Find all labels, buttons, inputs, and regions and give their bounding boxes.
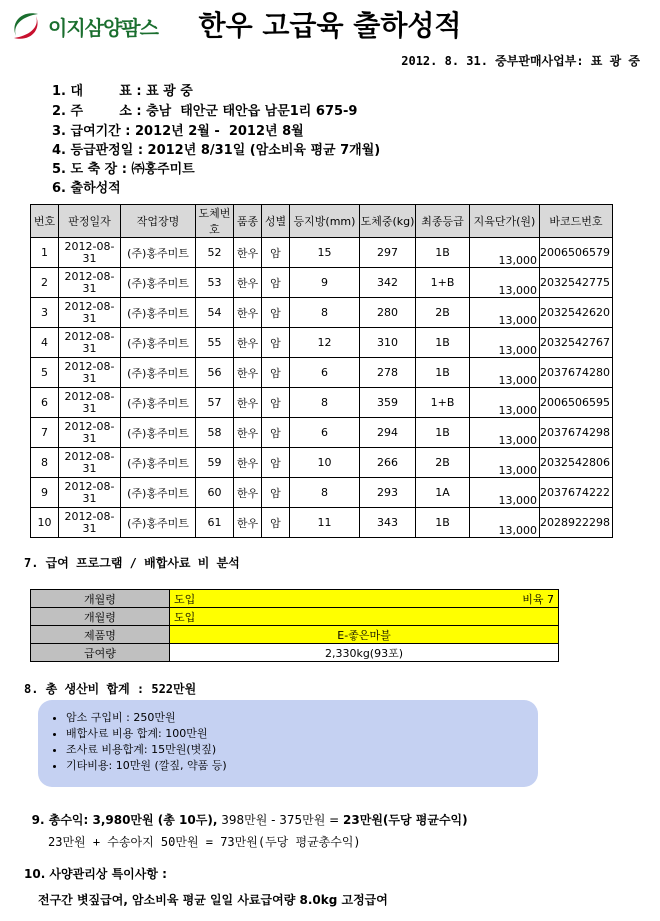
unit-price-cell: 13,000: [470, 298, 540, 328]
carcass-number-cell: 59: [196, 448, 234, 478]
workplace-name-cell: (주)홍주미트: [121, 448, 196, 478]
column-header: 지육단가(원): [470, 205, 540, 238]
carcass-weight-kg-cell: 266: [360, 448, 416, 478]
revenue-detail: 23만원 + 수송아지 50만원 = 73만원(두당 평균총수익): [48, 835, 361, 849]
grading-date-cell: 2012-08-31: [59, 508, 121, 538]
revenue-avg-text: 23만원(두당 평균수익): [343, 813, 468, 827]
feed-label: 개월령: [31, 608, 170, 626]
feed-value: [170, 590, 559, 608]
cost-item: • 조사료 비용합계: 15만원(볏짚): [66, 742, 538, 758]
feed-label: 제품명: [31, 626, 170, 644]
grading-date-cell: 2012-08-31: [59, 448, 121, 478]
grading-date-cell: 2012-08-31: [59, 478, 121, 508]
table-row: [31, 626, 559, 644]
breed-cell: 한우: [234, 358, 262, 388]
table-header-row: [31, 205, 613, 238]
report-date-author: 2012. 8. 31. 중부판매사업부: 표 광 중: [401, 54, 640, 68]
backfat-mm-cell: 9: [290, 268, 360, 298]
revenue-calc-text: 398만원 - 375만원 =: [217, 813, 344, 827]
carcass-number-cell: 58: [196, 418, 234, 448]
column-header: 등지방(mm): [290, 205, 360, 238]
final-grade-cell: 1B: [416, 328, 470, 358]
final-grade-cell: 2B: [416, 298, 470, 328]
table-row: [31, 478, 613, 508]
row-number-cell: 2: [31, 268, 59, 298]
row-number-cell: 7: [31, 418, 59, 448]
barcode-number-cell: 2037674222: [540, 478, 613, 508]
row-number-cell: 3: [31, 298, 59, 328]
breed-cell: 한우: [234, 238, 262, 268]
sex-cell: 암: [262, 268, 290, 298]
sex-cell: 암: [262, 418, 290, 448]
column-header: 도체번호: [196, 205, 234, 238]
info-address: 2. 주 소 : 충남 태안군 태안읍 남문1리 675-9: [52, 104, 358, 119]
table-row: [31, 448, 613, 478]
carcass-number-cell: 52: [196, 238, 234, 268]
carcass-weight-kg-cell: 280: [360, 298, 416, 328]
breed-cell: 한우: [234, 508, 262, 538]
workplace-name-cell: (주)홍주미트: [121, 298, 196, 328]
unit-price-cell: 13,000: [470, 478, 540, 508]
table-row: [31, 590, 559, 608]
backfat-mm-cell: 6: [290, 418, 360, 448]
carcass-number-cell: 56: [196, 358, 234, 388]
info-representative: 1. 대 표 : 표 광 중: [52, 84, 193, 99]
column-header: 판정일자: [59, 205, 121, 238]
unit-price-cell: 13,000: [470, 388, 540, 418]
grading-date-cell: 2012-08-31: [59, 418, 121, 448]
row-number-cell: 8: [31, 448, 59, 478]
final-grade-cell: 1A: [416, 478, 470, 508]
carcass-number-cell: 54: [196, 298, 234, 328]
breed-cell: 한우: [234, 328, 262, 358]
table-row: [31, 238, 613, 268]
carcass-weight-kg-cell: 297: [360, 238, 416, 268]
backfat-mm-cell: 12: [290, 328, 360, 358]
barcode-number-cell: 2037674298: [540, 418, 613, 448]
unit-price-cell: 13,000: [470, 448, 540, 478]
unit-price-cell: 13,000: [470, 418, 540, 448]
row-number-cell: 6: [31, 388, 59, 418]
sex-cell: 암: [262, 388, 290, 418]
column-header: 번호: [31, 205, 59, 238]
feed-analysis-table: [30, 589, 559, 662]
feed-value-text: 도입: [174, 592, 196, 606]
final-grade-cell: 1+B: [416, 388, 470, 418]
workplace-name-cell: (주)홍주미트: [121, 328, 196, 358]
barcode-number-cell: 2032542620: [540, 298, 613, 328]
final-grade-cell: 2B: [416, 448, 470, 478]
barcode-number-cell: 2006506579: [540, 238, 613, 268]
workplace-name-cell: (주)홍주미트: [121, 388, 196, 418]
breed-cell: 한우: [234, 478, 262, 508]
sex-cell: 암: [262, 358, 290, 388]
row-number-cell: 4: [31, 328, 59, 358]
sex-cell: 암: [262, 508, 290, 538]
backfat-mm-cell: 8: [290, 298, 360, 328]
unit-price-cell: 13,000: [470, 358, 540, 388]
backfat-mm-cell: 15: [290, 238, 360, 268]
carcass-weight-kg-cell: 294: [360, 418, 416, 448]
cost-item: • 기타비용: 10만원 (깔짚, 약품 등): [66, 758, 538, 774]
page-title: 한우 고급육 출하성적: [198, 9, 462, 42]
sex-cell: 암: [262, 478, 290, 508]
column-header: 최종등급: [416, 205, 470, 238]
barcode-number-cell: 2006506595: [540, 388, 613, 418]
table-row: [31, 268, 613, 298]
barcode-number-cell: 2032542767: [540, 328, 613, 358]
carcass-weight-kg-cell: 310: [360, 328, 416, 358]
column-header: 바코드번호: [540, 205, 613, 238]
carcass-weight-kg-cell: 343: [360, 508, 416, 538]
info-feeding-period: 3. 급여기간 : 2012년 2월 - 2012년 8월: [52, 124, 304, 139]
table-row: [31, 608, 559, 626]
table-row: [31, 508, 613, 538]
section-total-cost-heading: 8. 총 생산비 합계 : 522만원: [24, 682, 197, 696]
grading-date-cell: 2012-08-31: [59, 238, 121, 268]
backfat-mm-cell: 8: [290, 388, 360, 418]
carcass-number-cell: 55: [196, 328, 234, 358]
feed-value: 도입: [170, 608, 559, 626]
barcode-number-cell: 2037674280: [540, 358, 613, 388]
workplace-name-cell: (주)홍주미트: [121, 478, 196, 508]
column-header: 품종: [234, 205, 262, 238]
carcass-weight-kg-cell: 293: [360, 478, 416, 508]
final-grade-cell: 1B: [416, 358, 470, 388]
logo-text: 이지삼양팜스: [48, 16, 158, 40]
table-row: [31, 358, 613, 388]
breed-cell: 한우: [234, 268, 262, 298]
shipping-results-table: [30, 204, 613, 538]
workplace-name-cell: (주)홍주미트: [121, 358, 196, 388]
backfat-mm-cell: 10: [290, 448, 360, 478]
workplace-name-cell: (주)홍주미트: [121, 508, 196, 538]
table-row: [31, 644, 559, 662]
column-header: 성별: [262, 205, 290, 238]
sex-cell: 암: [262, 448, 290, 478]
feed-value: E-좋은마블: [170, 626, 559, 644]
feed-extra-text: 비육 7: [522, 592, 554, 606]
row-number-cell: 10: [31, 508, 59, 538]
sex-cell: 암: [262, 238, 290, 268]
table-row: [31, 388, 613, 418]
grading-date-cell: 2012-08-31: [59, 298, 121, 328]
row-number-cell: 1: [31, 238, 59, 268]
section-total-revenue-heading: [24, 797, 468, 828]
final-grade-cell: 1B: [416, 238, 470, 268]
special-notes-detail: 전구간 볏짚급여, 암소비육 평균 일일 사료급여량 8.0kg 고정급여: [38, 893, 388, 907]
final-grade-cell: 1+B: [416, 268, 470, 298]
feed-label: 개월령: [31, 590, 170, 608]
carcass-weight-kg-cell: 278: [360, 358, 416, 388]
barcode-number-cell: 2028922298: [540, 508, 613, 538]
final-grade-cell: 1B: [416, 508, 470, 538]
final-grade-cell: 1B: [416, 418, 470, 448]
unit-price-cell: 13,000: [470, 238, 540, 268]
unit-price-cell: 13,000: [470, 268, 540, 298]
breed-cell: 한우: [234, 418, 262, 448]
breed-cell: 한우: [234, 448, 262, 478]
feed-label: 급여량: [31, 644, 170, 662]
barcode-number-cell: 2032542806: [540, 448, 613, 478]
grading-date-cell: 2012-08-31: [59, 268, 121, 298]
carcass-weight-kg-cell: 342: [360, 268, 416, 298]
cost-breakdown-box: [38, 700, 538, 787]
breed-cell: 한우: [234, 388, 262, 418]
table-row: [31, 328, 613, 358]
carcass-number-cell: 57: [196, 388, 234, 418]
workplace-name-cell: (주)홍주미트: [121, 238, 196, 268]
carcass-weight-kg-cell: 359: [360, 388, 416, 418]
column-header: 작업장명: [121, 205, 196, 238]
info-grading-date: 4. 등급판정일 : 2012년 8/31일 (암소비육 평균 7개월): [52, 143, 381, 158]
unit-price-cell: 13,000: [470, 328, 540, 358]
row-number-cell: 9: [31, 478, 59, 508]
unit-price-cell: 13,000: [470, 508, 540, 538]
workplace-name-cell: (주)홍주미트: [121, 268, 196, 298]
feed-value: 2,330kg(93포): [170, 644, 559, 662]
backfat-mm-cell: 6: [290, 358, 360, 388]
info-shipping-results-heading: 6. 출하성적: [52, 181, 121, 196]
carcass-number-cell: 60: [196, 478, 234, 508]
cost-item: • 배합사료 비용 합계: 100만원: [66, 726, 538, 742]
table-row: [31, 298, 613, 328]
grading-date-cell: 2012-08-31: [59, 328, 121, 358]
backfat-mm-cell: 8: [290, 478, 360, 508]
carcass-number-cell: 53: [196, 268, 234, 298]
sex-cell: 암: [262, 328, 290, 358]
breed-cell: 한우: [234, 298, 262, 328]
workplace-name-cell: (주)홍주미트: [121, 418, 196, 448]
backfat-mm-cell: 11: [290, 508, 360, 538]
grading-date-cell: 2012-08-31: [59, 388, 121, 418]
info-slaughterhouse: 5. 도 축 장 : ㈜홍주미트: [52, 162, 195, 177]
cost-item: • 암소 구입비 : 250만원: [66, 710, 538, 726]
barcode-number-cell: 2032542775: [540, 268, 613, 298]
sex-cell: 암: [262, 298, 290, 328]
column-header: 도체중(kg): [360, 205, 416, 238]
row-number-cell: 5: [31, 358, 59, 388]
carcass-number-cell: 61: [196, 508, 234, 538]
revenue-total-text: 9. 총수익: 3,980만원 (총 10두),: [31, 813, 218, 827]
grading-date-cell: 2012-08-31: [59, 358, 121, 388]
section-feed-program-heading: 7. 급여 프로그램 / 배합사료 비 분석: [24, 556, 240, 570]
table-row: [31, 418, 613, 448]
section-special-notes-heading: 10. 사양관리상 특이사항 :: [24, 867, 167, 881]
